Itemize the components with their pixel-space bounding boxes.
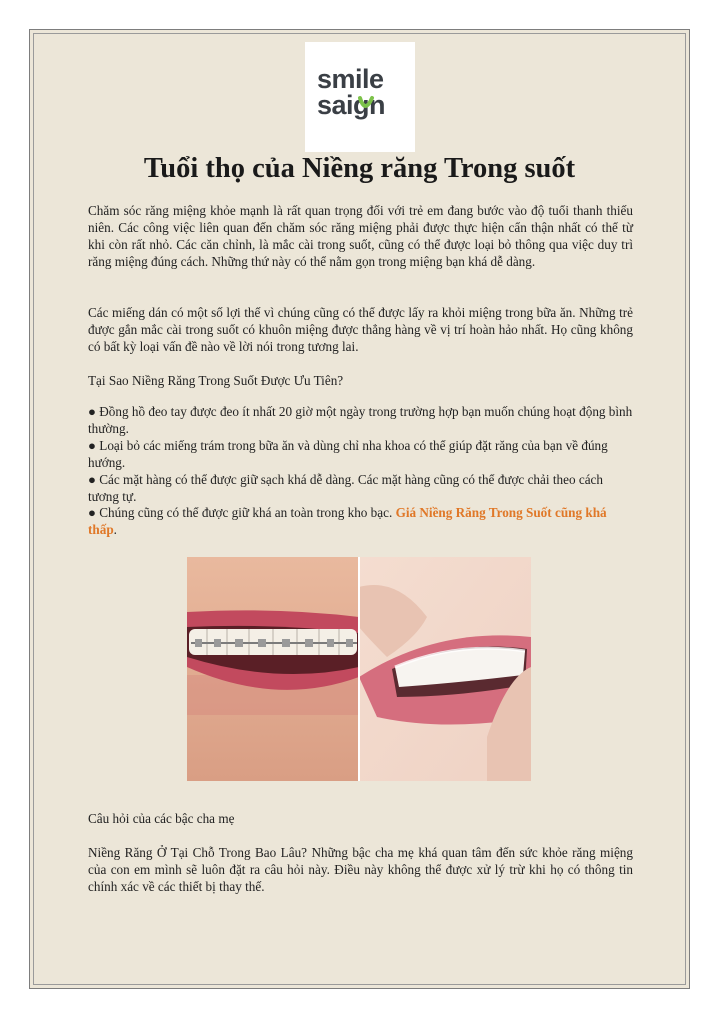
logo-line-1: smile <box>317 64 384 94</box>
logo-line-2: saign <box>317 90 386 120</box>
bullet-text: ● Chúng cũng có thể được giữ khá an toàn trong kho bạc. <box>88 505 393 520</box>
bullet-item-with-link <box>88 504 636 538</box>
benefits-paragraph: Các miếng dán có một số lợi thế vì chúng cũng có thể được lấy ra khỏi miệng trong bữa ăn. Những trẻ được gắn mắc cài trong suốt có khuôn miệng được thẳng hàng về vị trí hoàn hảo nhất. Họ cũng không có bất kỳ loại vấn đề nào về lời nói trong tương lai. <box>88 305 633 354</box>
bullet-item: ● Đồng hồ đeo tay được đeo ít nhất 20 giờ một ngày trong trường hợp bạn muốn chúng hoạt động bình thường. <box>88 404 633 436</box>
bullet-item: ● Các mặt hàng có thể được giữ sạch khá dễ dàng. Các mặt hàng cũng có thể được chải theo cách tương tự. <box>88 472 603 504</box>
link-period: . <box>113 522 117 537</box>
logo-smile-arc-icon <box>305 42 415 152</box>
section-heading: Tại Sao Niềng Răng Trong Suốt Được Ưu Tiên? <box>88 373 344 388</box>
page-title: Tuổi thọ của Niềng răng Trong suốt <box>143 153 576 184</box>
braces-comparison-photo <box>187 557 531 781</box>
intro-paragraph: Chăm sóc răng miệng khỏe mạnh là rất quan trọng đối với trẻ em đang bước vào độ tuổi thanh thiếu niên. Các công việc liên quan đến chăm sóc răng miệng phải được thực hiện cẩn thận nhất có thể từ khi còn rất nhỏ. Các căn chỉnh, là mắc cài trong suốt, cũng có thể được loại bỏ thông qua việc duy trì răng miệng đúng cách. Những thứ này có thể nằm gọn trong miệng bạn khá dễ dàng. <box>88 203 633 269</box>
photo-caption: Câu hỏi của các bậc cha mẹ <box>88 811 235 826</box>
closing-paragraph: Niềng Răng Ở Tại Chỗ Trong Bao Lâu? Những bậc cha mẹ khá quan tâm đến sức khỏe răng miệng của con em mình sẽ luôn đặt ra câu hỏi này. Điều này không thể được xử lý trừ khi họ có thông tin chính xác về các thiết bị thay thế. <box>88 845 633 894</box>
price-link[interactable]: Giá Niềng Răng Trong Suốt cũng khá thấp <box>88 505 607 537</box>
smile-saign-logo <box>305 42 415 152</box>
bullet-item: ● Loại bỏ các miếng trám trong bữa ăn và dùng chỉ nha khoa có thể giúp đặt răng của bạn về đúng hướng. <box>88 438 608 470</box>
